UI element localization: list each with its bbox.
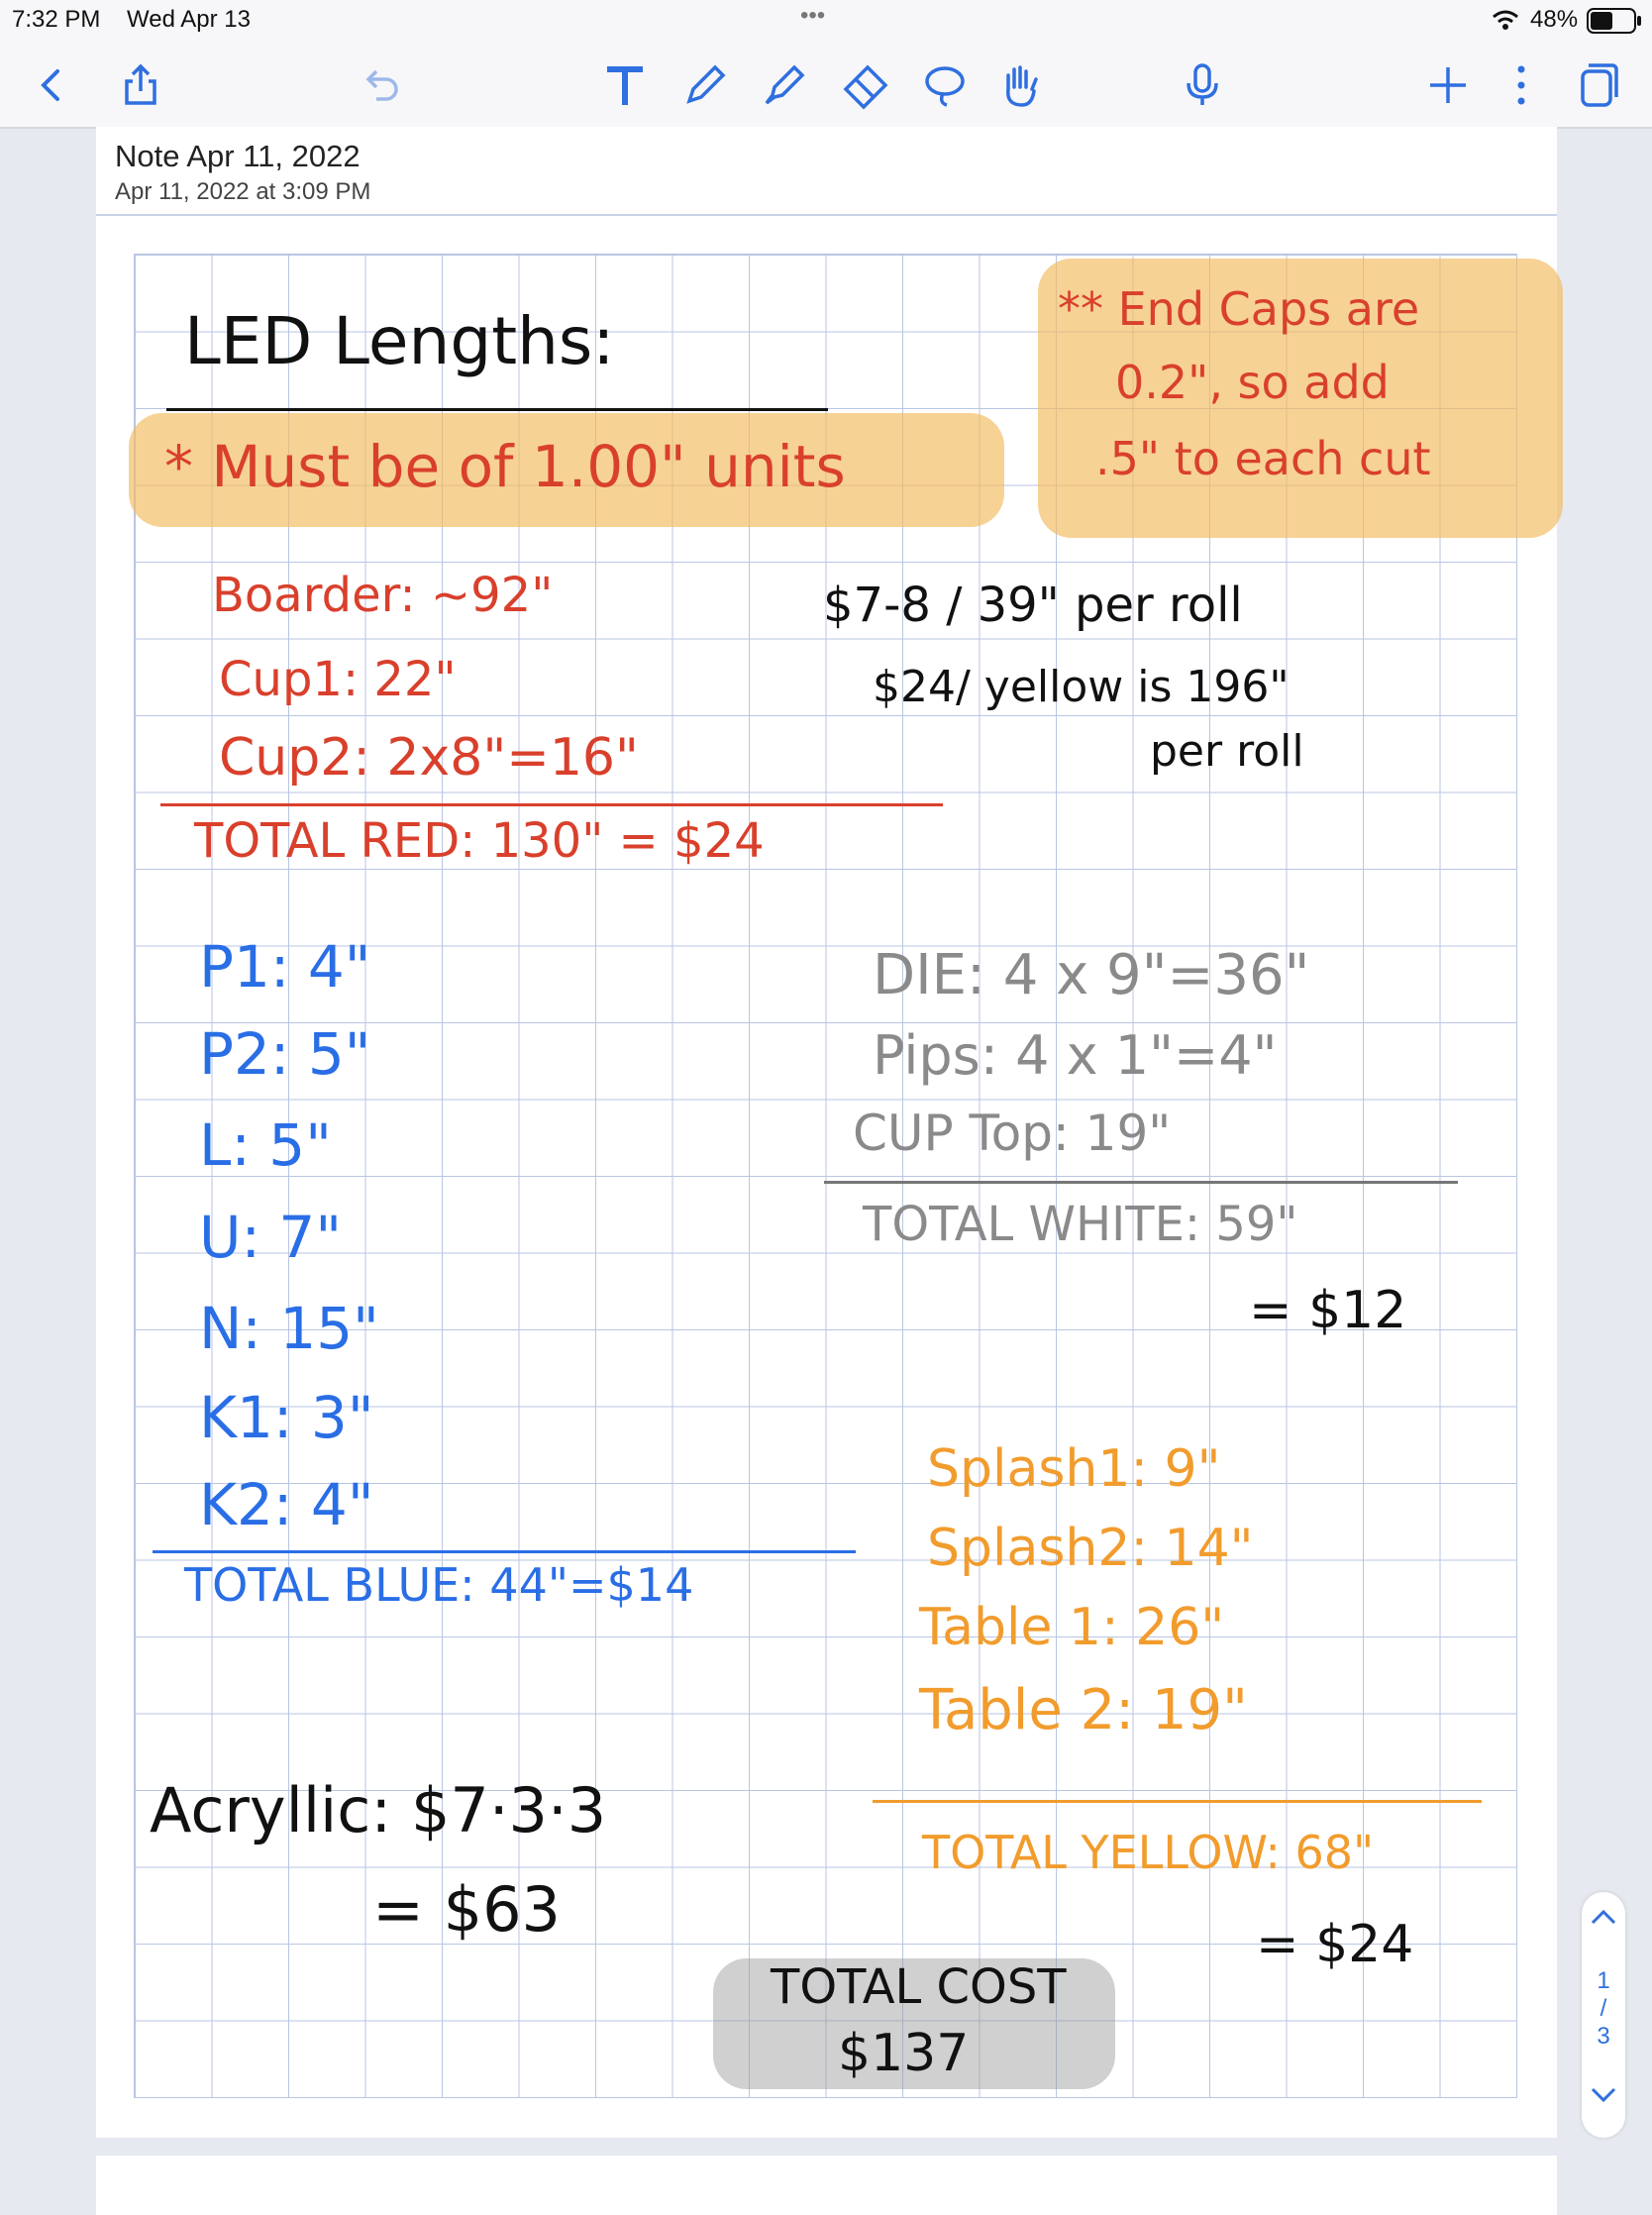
total-cost-value: $137: [838, 2024, 970, 2083]
page-current: 1: [1597, 1967, 1610, 1994]
price-yellow-note-1: $24/ yellow is 196": [873, 662, 1290, 712]
red-item-cup2: Cup2: 2x8"=16": [219, 728, 639, 788]
blue-item-k1: K1: 3": [199, 1384, 374, 1451]
back-icon[interactable]: [24, 57, 79, 113]
white-cost: = $12: [1249, 1281, 1407, 1340]
highlighter-icon[interactable]: [757, 57, 812, 113]
total-cost-label: TOTAL COST: [771, 1959, 1067, 2015]
eraser-icon[interactable]: [838, 57, 893, 113]
endcaps-line-2: 0.2", so add: [1115, 356, 1390, 409]
white-item-cup-top: CUP Top: 19": [853, 1105, 1172, 1162]
yellow-item-table1: Table 1: 26": [919, 1598, 1225, 1657]
undo-icon[interactable]: [355, 57, 410, 113]
white-total: TOTAL WHITE: 59": [863, 1197, 1298, 1252]
blue-item-k2: K2: 4": [199, 1471, 374, 1538]
endcaps-line-1: ** End Caps are: [1058, 282, 1420, 336]
more-icon[interactable]: [1494, 57, 1549, 113]
acrylic-cost: Acryllic: $7·3·3: [150, 1774, 607, 1846]
battery-icon: [1587, 8, 1642, 39]
units-note: * Must be of 1.00" units: [164, 433, 846, 500]
note-title[interactable]: Note Apr 11, 2022: [115, 139, 361, 173]
add-icon[interactable]: [1420, 57, 1476, 113]
yellow-total-line: [873, 1800, 1482, 1803]
heading: LED Lengths:: [184, 303, 615, 379]
pen-icon[interactable]: [677, 57, 733, 113]
page-separator: /: [1600, 1995, 1607, 2022]
white-item-pips: Pips: 4 x 1"=4": [873, 1024, 1278, 1087]
battery-percent: 48%: [1530, 6, 1579, 33]
page-total: 3: [1597, 2023, 1610, 2050]
header-divider: [96, 214, 1557, 216]
red-total-line: [160, 803, 943, 806]
page-navigator[interactable]: [1582, 1892, 1625, 2138]
blue-item-p1: P1: 4": [199, 933, 371, 1001]
yellow-item-table2: Table 2: 19": [919, 1678, 1248, 1742]
endcaps-line-3: .5" to each cut: [1095, 432, 1431, 485]
grid-canvas[interactable]: [134, 254, 1517, 2098]
red-item-boarder: Boarder: ~92": [212, 568, 554, 623]
lasso-icon[interactable]: [917, 57, 973, 113]
yellow-total: TOTAL YELLOW: 68": [922, 1826, 1375, 1879]
text-tool-icon[interactable]: [597, 57, 653, 113]
next-page-preview[interactable]: [96, 2156, 1557, 2215]
toolbar: [0, 44, 1652, 129]
blue-item-u: U: 7": [199, 1204, 343, 1271]
red-total-text: TOTAL RED: 130" = $24: [194, 813, 765, 869]
page-down-icon[interactable]: [1582, 2084, 1625, 2112]
white-total-line: [824, 1181, 1458, 1184]
status-date: Wed Apr 13: [127, 6, 251, 33]
white-item-die: DIE: 4 x 9"=36": [873, 943, 1310, 1007]
status-bar: [0, 0, 1652, 44]
red-total: [194, 813, 765, 869]
price-yellow-note-2: per roll: [1150, 726, 1304, 777]
hand-icon[interactable]: [992, 57, 1048, 113]
blue-item-n: N: 15": [199, 1295, 379, 1362]
note-date: Apr 11, 2022 at 3:09 PM: [115, 178, 371, 205]
blue-item-p2: P2: 5": [199, 1020, 371, 1088]
page-up-icon[interactable]: [1582, 1906, 1625, 1936]
yellow-cost: = $24: [1256, 1915, 1414, 1974]
yellow-item-splash2: Splash2: 14": [927, 1519, 1254, 1578]
microphone-icon[interactable]: [1175, 57, 1230, 113]
note-page[interactable]: [96, 127, 1557, 2138]
heading-underline: [166, 408, 828, 411]
blue-total-line: [153, 1550, 856, 1553]
status-time: 7:32 PM: [12, 6, 101, 33]
red-item-cup1: Cup1: 22": [219, 652, 457, 707]
share-icon[interactable]: [113, 57, 168, 113]
price-red-note: $7-8 / 39" per roll: [823, 578, 1243, 633]
pages-icon[interactable]: [1569, 57, 1624, 113]
yellow-item-splash1: Splash1: 9": [927, 1439, 1221, 1499]
multitasking-dots[interactable]: •••: [800, 2, 826, 29]
acrylic-total: = $63: [372, 1873, 561, 1946]
blue-item-l: L: 5": [199, 1111, 332, 1179]
blue-total: TOTAL BLUE: 44"=$14: [184, 1558, 694, 1612]
wifi-icon: [1492, 8, 1519, 37]
